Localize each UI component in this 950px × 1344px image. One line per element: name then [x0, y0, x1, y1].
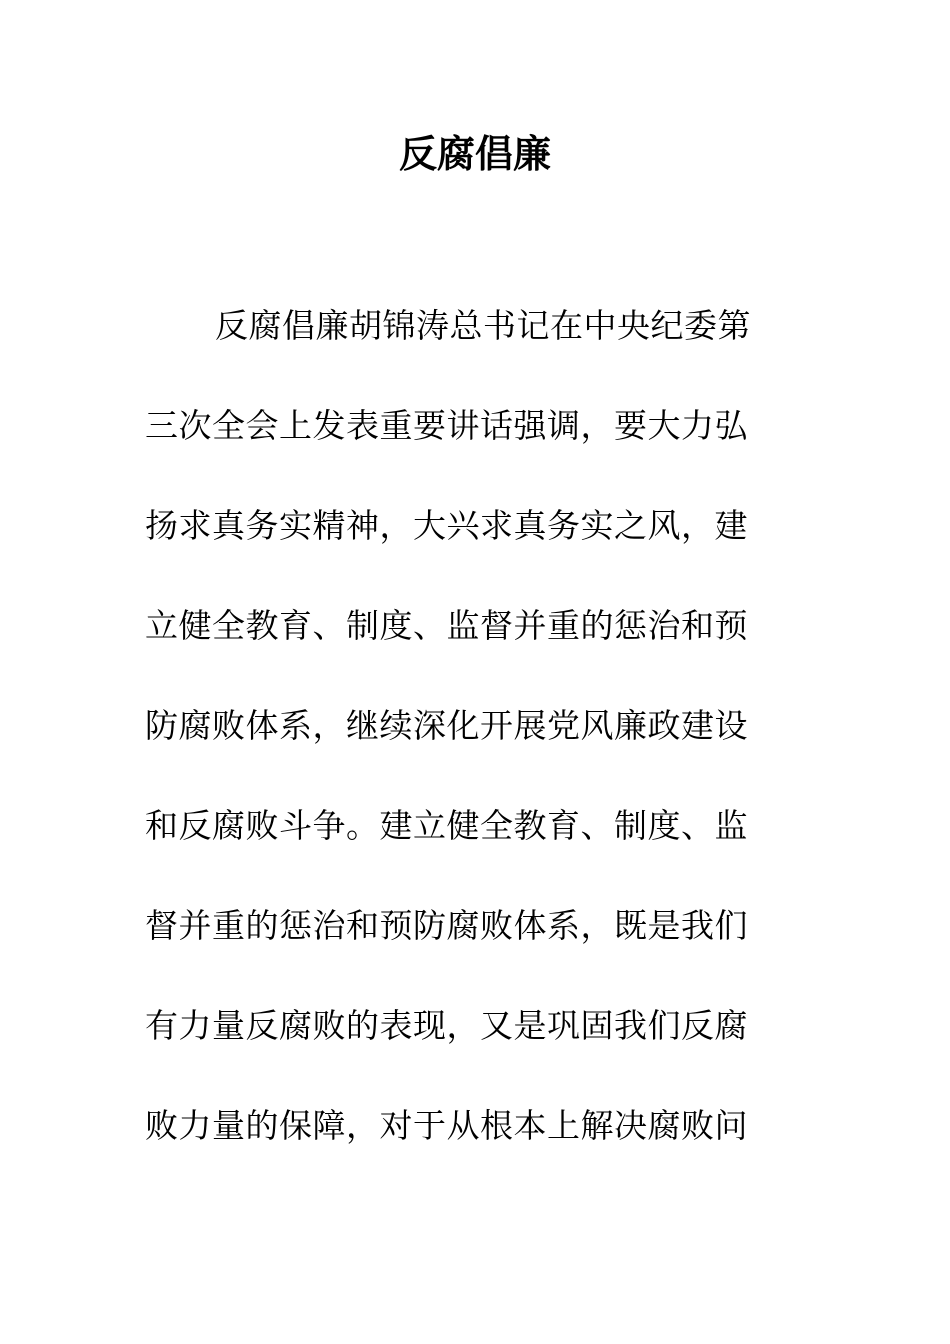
body-line: 立健全教育、制度、监督并重的惩治和预 [145, 606, 748, 645]
body-line: 和反腐败斗争。建立健全教育、制度、监 [145, 806, 748, 845]
body-line: 败力量的保障，对于从根本上解决腐败问 [145, 1106, 748, 1145]
document-title: 反腐倡廉 [398, 131, 551, 176]
body-line: 防腐败体系，继续深化开展党风廉政建设 [145, 706, 748, 745]
body-line: 有力量反腐败的表现，又是巩固我们反腐 [145, 1006, 748, 1045]
body-line: 三次全会上发表重要讲话强调，要大力弘 [145, 406, 748, 445]
document-body [145, 300, 777, 1200]
body-line: 督并重的惩治和预防腐败体系，既是我们 [145, 906, 748, 945]
body-line: 反腐倡廉胡锦涛总书记在中央纪委第 [215, 306, 751, 345]
body-line: 扬求真务实精神，大兴求真务实之风，建 [145, 506, 748, 545]
